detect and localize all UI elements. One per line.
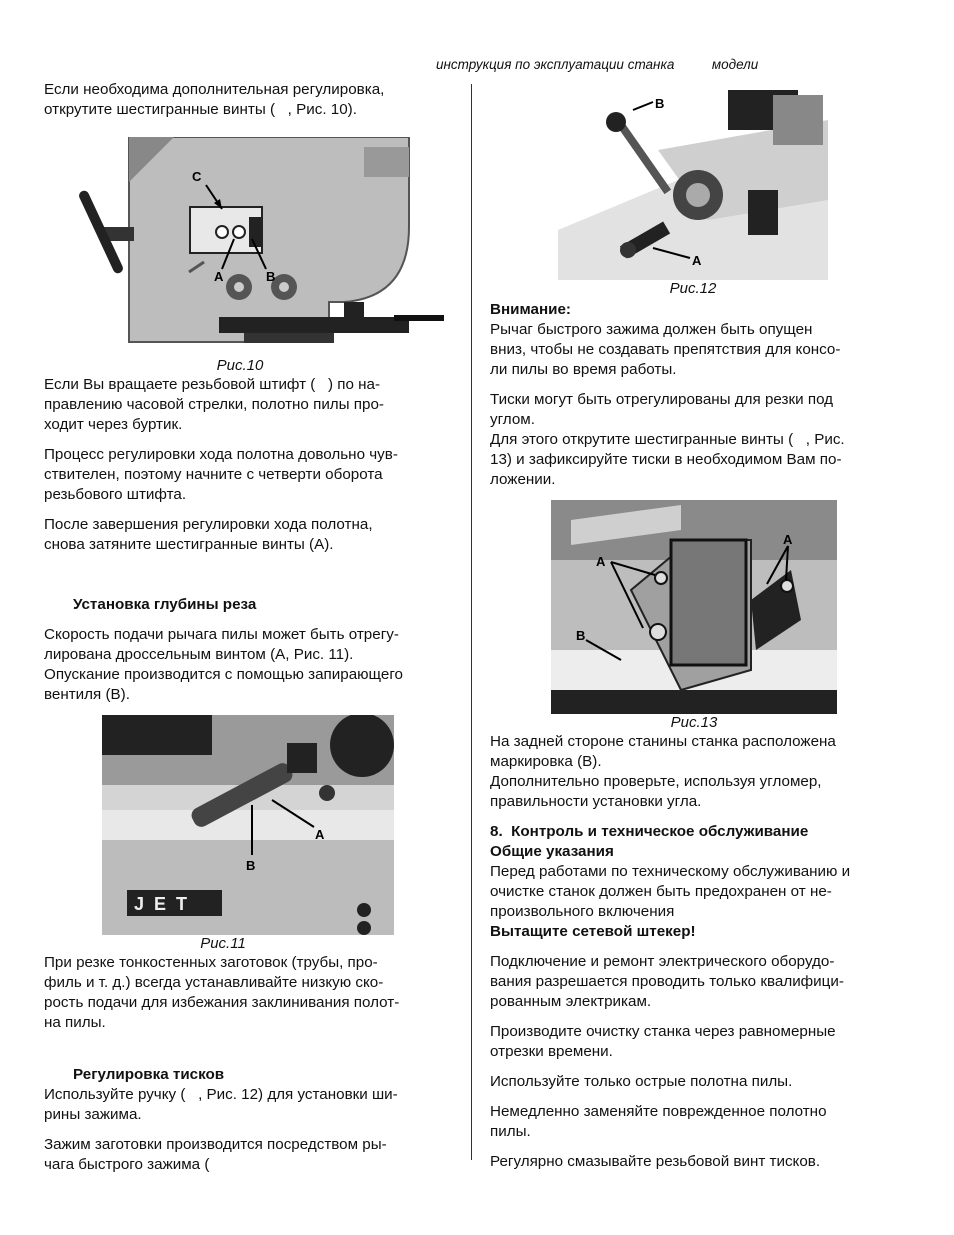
paragraph: Используйте только острые полотна пилы. xyxy=(490,1073,793,1090)
figure-10-photo xyxy=(44,137,456,357)
paragraph: Скорость подачи рычага пилы может быть отрегу- лирована дроссельным винтом (A, Рис. 11). Опускание производится с помощью запирающего вентиля (B). xyxy=(44,626,403,703)
paragraph: Перед работами по техническому обслуживанию и очистке станок должен быть предохранен от не- произвольного включения xyxy=(490,863,851,920)
figure-10-label-b: B xyxy=(266,269,276,284)
figure-10 xyxy=(44,137,456,375)
figure-11-photo xyxy=(102,715,394,935)
figure-13-caption: Рис.13 xyxy=(670,714,718,731)
figure-12-label-b: B xyxy=(655,96,665,111)
paragraph: Регулярно смазывайте резьбовой винт тисков. xyxy=(490,1153,821,1170)
paragraph: После завершения регулировки хода полотна, снова затяните шестигранные винты (A). xyxy=(44,516,373,553)
paragraph: При резке тонкостенных заготовок (трубы, про- филь и т. д.) всегда устанавливайте низкую ско- рость подачи для избежания заклинивания полот- на пилы. xyxy=(44,954,400,1031)
figure-11-brand: JET xyxy=(134,894,198,914)
page-header: инструкция по эксплуатации станка модели xyxy=(436,57,759,72)
subsection-heading: Общие указания xyxy=(490,843,614,860)
paragraph: На задней стороне станины станка расположена маркировка (B). Дополнительно проверьте, используя угломер, правильности установки угла. xyxy=(490,733,836,810)
figure-10-label-a: A xyxy=(214,269,224,284)
paragraph: Процесс регулировки хода полотна довольно чув- ствителен, поэтому начните с четверти оборота резьбового штифта. xyxy=(44,446,398,503)
paragraph: Используйте ручку ( , Рис. 12) для установки ши- рины зажима. xyxy=(44,1086,398,1123)
figure-10-label-c: C xyxy=(192,169,202,184)
section-heading: 8. Контроль и техническое обслуживание xyxy=(490,823,809,840)
figure-11-label-a: A xyxy=(315,827,325,842)
figure-11-label-b: B xyxy=(246,858,256,873)
section-heading: Установка глубины реза xyxy=(73,596,257,613)
section-heading: Регулировка тисков xyxy=(73,1066,225,1083)
figure-11-caption: Рис.11 xyxy=(200,935,246,952)
figure-13-photo xyxy=(551,500,837,714)
warning-text: Вытащите сетевой штекер! xyxy=(490,923,696,940)
paragraph: Если Вы вращаете резьбовой штифт ( ) по на- правлению часовой стрелки, полотно пилы про- ходит через буртик. xyxy=(44,376,384,433)
figure-13-label-a-left: A xyxy=(596,554,606,569)
paragraph: Подключение и ремонт электрического оборудо- вания разрешается проводить только квалифици- рованным электрикам. xyxy=(490,953,844,1010)
figure-13 xyxy=(551,500,905,732)
paragraph: Рычаг быстрого зажима должен быть опущен вниз, чтобы не создавать препятствия для консо- ли пилы во время работы. xyxy=(490,321,841,378)
paragraph: Зажим заготовки производится посредством ры- чага быстрого зажима ( xyxy=(44,1136,387,1173)
figure-13-label-b: B xyxy=(576,628,586,643)
paragraph: Если необходима дополнительная регулировка, открутите шестигранные винты ( , Рис. 10). xyxy=(44,81,385,118)
paragraph: Производите очистку станка через равномерные отрезки времени. xyxy=(490,1023,836,1060)
figure-12 xyxy=(558,80,905,298)
figure-13-label-a-right: A xyxy=(783,532,793,547)
figure-12-caption: Рис.12 xyxy=(669,280,717,297)
right-column xyxy=(490,80,905,1172)
figure-12-photo xyxy=(558,80,828,280)
figure-10-caption: Рис.10 xyxy=(216,357,264,374)
paragraph: Тиски могут быть отрегулированы для резки под углом. Для этого открутите шестигранные винты ( , Рис. 13) и зафиксируйте тиски в необходимом Вам по- ложении. xyxy=(490,391,845,488)
left-column xyxy=(44,80,456,1175)
figure-11 xyxy=(102,715,456,953)
column-divider xyxy=(471,84,472,1160)
warning-title: Внимание: xyxy=(490,301,571,318)
paragraph: Немедленно заменяйте поврежденное полотно пилы. xyxy=(490,1103,827,1140)
figure-12-label-a: A xyxy=(692,253,702,268)
